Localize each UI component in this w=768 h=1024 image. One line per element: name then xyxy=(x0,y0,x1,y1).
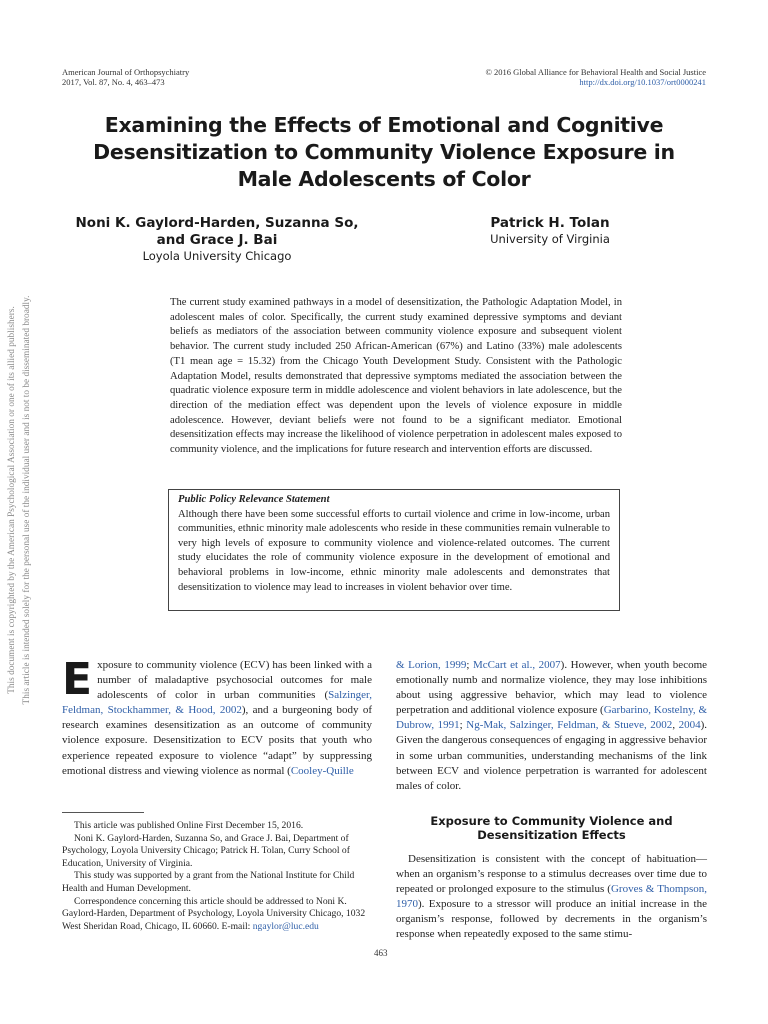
body-text: ). Given the dangerous consequences of engaging in aggressive behavior in some urban communities, understanding mechanisms of the link between ECV and violence perpetration is warranted for adolescent males of color. xyxy=(396,719,708,792)
citation-link[interactable]: 2004 xyxy=(678,719,701,732)
correspondence-text: Correspondence concerning this article should be addressed to Noni K. Gaylord-Harden, Department of Psychology, Loyola University Chicago, 1032 West Sheridan Road, Chicago, IL 60660. E-mail: xyxy=(62,895,366,932)
footnote-funding: This study was supported by a grant from the National Institute for Child Health and Human Development. xyxy=(62,870,355,894)
journal-volume: 2017, Vol. 87, No. 4, 463–473 xyxy=(62,77,165,87)
author-name-right: Patrick H. Tolan xyxy=(490,215,610,231)
doi-link[interactable]: http://dx.doi.org/10.1037/ort0000241 xyxy=(579,77,706,87)
title-line-3: Male Adolescents of Color xyxy=(237,167,531,191)
copyright-sidebar xyxy=(2,270,38,730)
citation-link[interactable]: Cooley-Quille xyxy=(290,764,354,777)
article-title xyxy=(40,112,728,193)
author-affiliation-left: Loyola University Chicago xyxy=(142,249,292,263)
body-text: ). However, when youth become emotionally numb and normalize violence, they may lose inhibitions about using aggressive behavior, which may lead to violence perpetration and additional violence exposure ( xyxy=(396,659,708,717)
footnote-published: This article was published Online First December 15, 2016. xyxy=(74,820,304,831)
body-text: ), and a burgeoning body of research examines desensitization as an outcome of community violence exposure. Desensitization to ECV posits that youth who experience repeated exposure to violence “adapt” by suppressing emotional distress and viewing violence as normal ( xyxy=(62,704,372,777)
sidebar-line-2: This article is intended solely for the personal use of the individual user and is not to be disseminated broadly. xyxy=(22,295,32,705)
footnote-affiliations: Noni K. Gaylord-Harden, Suzanna So, and Grace J. Bai, Department of Psychology, Loyola University Chicago; Patrick H. Tolan, Curry School of Education, University of Virginia. xyxy=(62,832,350,869)
citation-link[interactable]: Salzinger, Feldman, Stockhammer, & Hood, 2002 xyxy=(62,689,372,717)
separator: ; xyxy=(466,659,473,671)
section-heading xyxy=(396,814,707,842)
footnotes xyxy=(62,820,374,933)
citation-link[interactable]: Garbarino, Kostelny, & Dubrow, 1991 xyxy=(396,704,707,732)
body-text: ). Exposure to a stressor will produce an initial increase in the organism’s response, followed by decrements in the organism’s response when repeatedly exposed to the same stimu- xyxy=(396,898,707,941)
author-affiliation-right: University of Virginia xyxy=(490,232,610,246)
body-left-column xyxy=(62,654,372,779)
section-heading-line-1: Exposure to Community Violence and xyxy=(430,814,673,828)
separator: ; xyxy=(459,719,467,732)
email-link[interactable]: ngaylor@luc.edu xyxy=(252,920,319,932)
policy-statement-title: Public Policy Relevance Statement xyxy=(178,494,330,505)
title-line-1: Examining the Effects of Emotional and Cognitive xyxy=(104,113,664,137)
separator: , xyxy=(672,719,679,732)
title-line-2: Desensitization to Community Violence Exposure in xyxy=(93,140,675,164)
policy-statement-text: Although there have been some successful efforts to curtail violence and crime in low-income, urban communities, ethnic minority male adolescents who reside in these communities remain vulnerable to very high levels of exposure to community violence and violence-related outcomes. The current study elucidates the role of community violence exposure in the development of emotional and behavioral problems in low-income, ethnic minority male adolescents and demonstrates that desensitization to violence may lead to increases in violent behavior over time. xyxy=(178,508,610,593)
author-names-line-1: Noni K. Gaylord-Harden, Suzanna So, xyxy=(75,215,359,231)
authors-right xyxy=(460,215,640,246)
author-names-line-2: and Grace J. Bai xyxy=(156,232,278,248)
authors-left xyxy=(62,215,372,263)
copyright-header xyxy=(406,67,706,87)
citation-link[interactable]: & Lorion, 1999 xyxy=(396,659,467,671)
body-right-column-section xyxy=(396,852,707,943)
citation-link[interactable]: Groves & Thompson, 1970 xyxy=(396,883,708,911)
policy-statement-box xyxy=(168,489,620,611)
sidebar-line-1: This document is copyrighted by the American Psychological Association or one of its allied publishers. xyxy=(7,306,17,694)
footnote-divider xyxy=(62,812,144,813)
body-right-column xyxy=(396,658,707,794)
sidebar-notice xyxy=(5,296,35,705)
abstract: The current study examined pathways in a model of desensitization, the Pathologic Adaptation Model, in adolescent males of color. Specifically, the current study examined depressive symptoms and deviant beliefs as mediators of the association between community violence exposure and subsequent violent behavior. The current study included 250 African-American (67%) and Latino (33%) male adolescents (T1 mean age = 15.32) from the Chicago Youth Development Study. Consistent with the Pathologic Adaptation Model, results demonstrated that depressive symptoms mediated the association between the quadratic violence exposure term in middle adolescence and violent behaviors in late adolescence, but the direction of the mediation effect was dependent upon the levels of violence exposure in middle adolescence. However, deviant beliefs were not found to be a significant mediator. Emotional desensitization effects may increase the likelihood of violence perpetration in adolescent males exposed to community violence, and the implications for future research and intervention efforts are discussed. xyxy=(170,297,622,456)
citation-link[interactable]: Ng-Mak, Salzinger, Feldman, & Stueve, 2002 xyxy=(466,719,673,732)
page-number: 463 xyxy=(374,948,388,958)
journal-header xyxy=(62,67,362,87)
journal-name: American Journal of Orthopsychiatry xyxy=(62,67,190,77)
citation-link[interactable]: McCart et al., 2007 xyxy=(473,659,561,671)
section-heading-line-2: Desensitization Effects xyxy=(477,828,626,842)
copyright-line: © 2016 Global Alliance for Behavioral Health and Social Justice xyxy=(485,67,706,77)
footnote-correspondence xyxy=(62,896,374,934)
body-text: xposure to community violence (ECV) has been linked with a number of maladaptive psychosocial outcomes for male adolescents of color in urban communities ( xyxy=(97,659,372,702)
body-text: Desensitization is consistent with the concept of habituation—when an organism’s response to a stimulus decreases over time due to repeated or prolonged exposure to the stimulus ( xyxy=(396,853,707,896)
drop-cap: E xyxy=(62,654,93,705)
